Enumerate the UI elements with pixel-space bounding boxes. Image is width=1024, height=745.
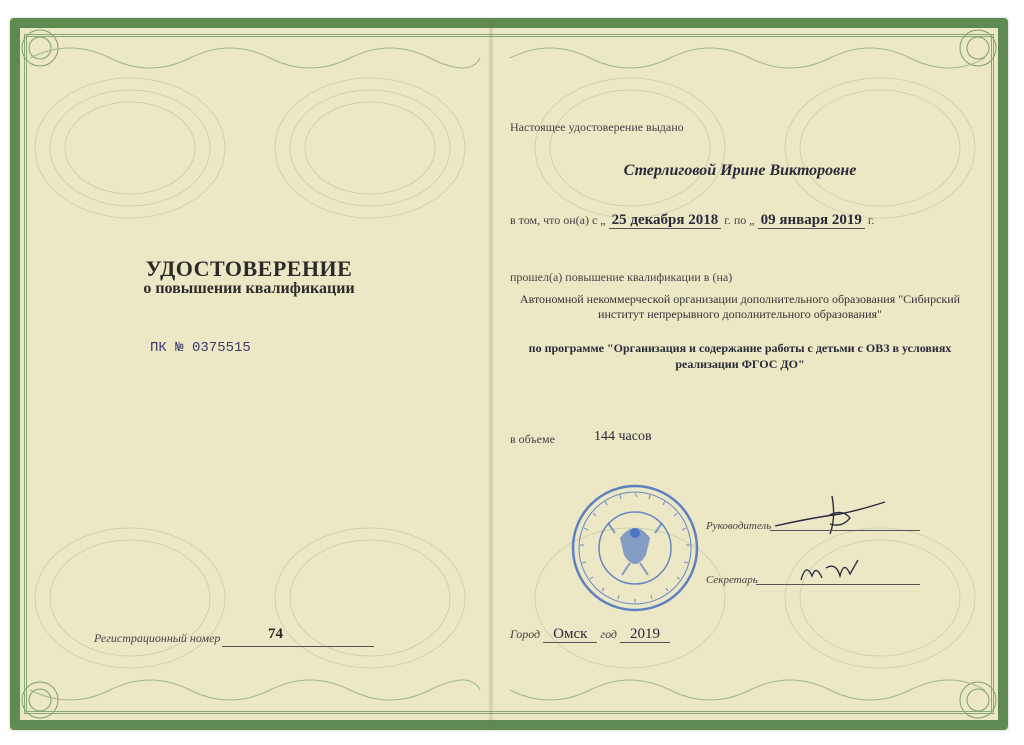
- recipient-name: Стерлиговой Ирине Викторовне: [623, 162, 857, 179]
- registration-number: 74: [268, 626, 283, 642]
- issued-label: Настоящее удостоверение выдано: [510, 120, 684, 134]
- city-label: Город: [510, 627, 541, 641]
- dates-row: [510, 212, 875, 229]
- head-signature-line: [770, 530, 920, 531]
- secretary-signature-line: [756, 584, 920, 585]
- volume-value: 144 часов: [594, 429, 652, 444]
- page-fold: [488, 18, 494, 730]
- passed-label: прошел(а) повышение квалификации в (на): [510, 270, 733, 284]
- inner-frame: [24, 34, 994, 714]
- city-row: [510, 626, 670, 643]
- certificate-sheet: [10, 18, 1008, 730]
- volume-label: в объеме: [510, 432, 555, 446]
- program-name: по программе "Организация и содержание работы с детьми с ОВЗ в условиях реализации ФГОС ДО": [528, 341, 952, 371]
- year-label: год: [600, 627, 617, 641]
- series-number: ПК № 0375515: [150, 340, 251, 356]
- organization-name: Автономной некоммерческой организации дополнительного образования "Сибирский институт непрерывного дополнительного образования": [519, 292, 961, 321]
- document-title: УДОСТОВЕРЕНИЕ: [145, 256, 353, 281]
- dates-suffix: г.: [867, 213, 875, 227]
- dates-mid: г. по „: [724, 213, 755, 227]
- registration-underline: [222, 646, 374, 647]
- dates-prefix: в том, что он(а) с „: [510, 213, 606, 227]
- date-from: 25 декабря 2018: [609, 212, 722, 229]
- official-seal-icon: [570, 483, 700, 613]
- registration-label: Регистрационный номер: [94, 631, 221, 645]
- document-subtitle: о повышении квалификации: [143, 280, 355, 297]
- city-value: Омск: [543, 626, 597, 643]
- secretary-label: Секретарь: [706, 574, 758, 586]
- year-value: 2019: [620, 626, 670, 643]
- date-to: 09 января 2019: [758, 212, 865, 229]
- head-label: Руководитель: [706, 520, 772, 532]
